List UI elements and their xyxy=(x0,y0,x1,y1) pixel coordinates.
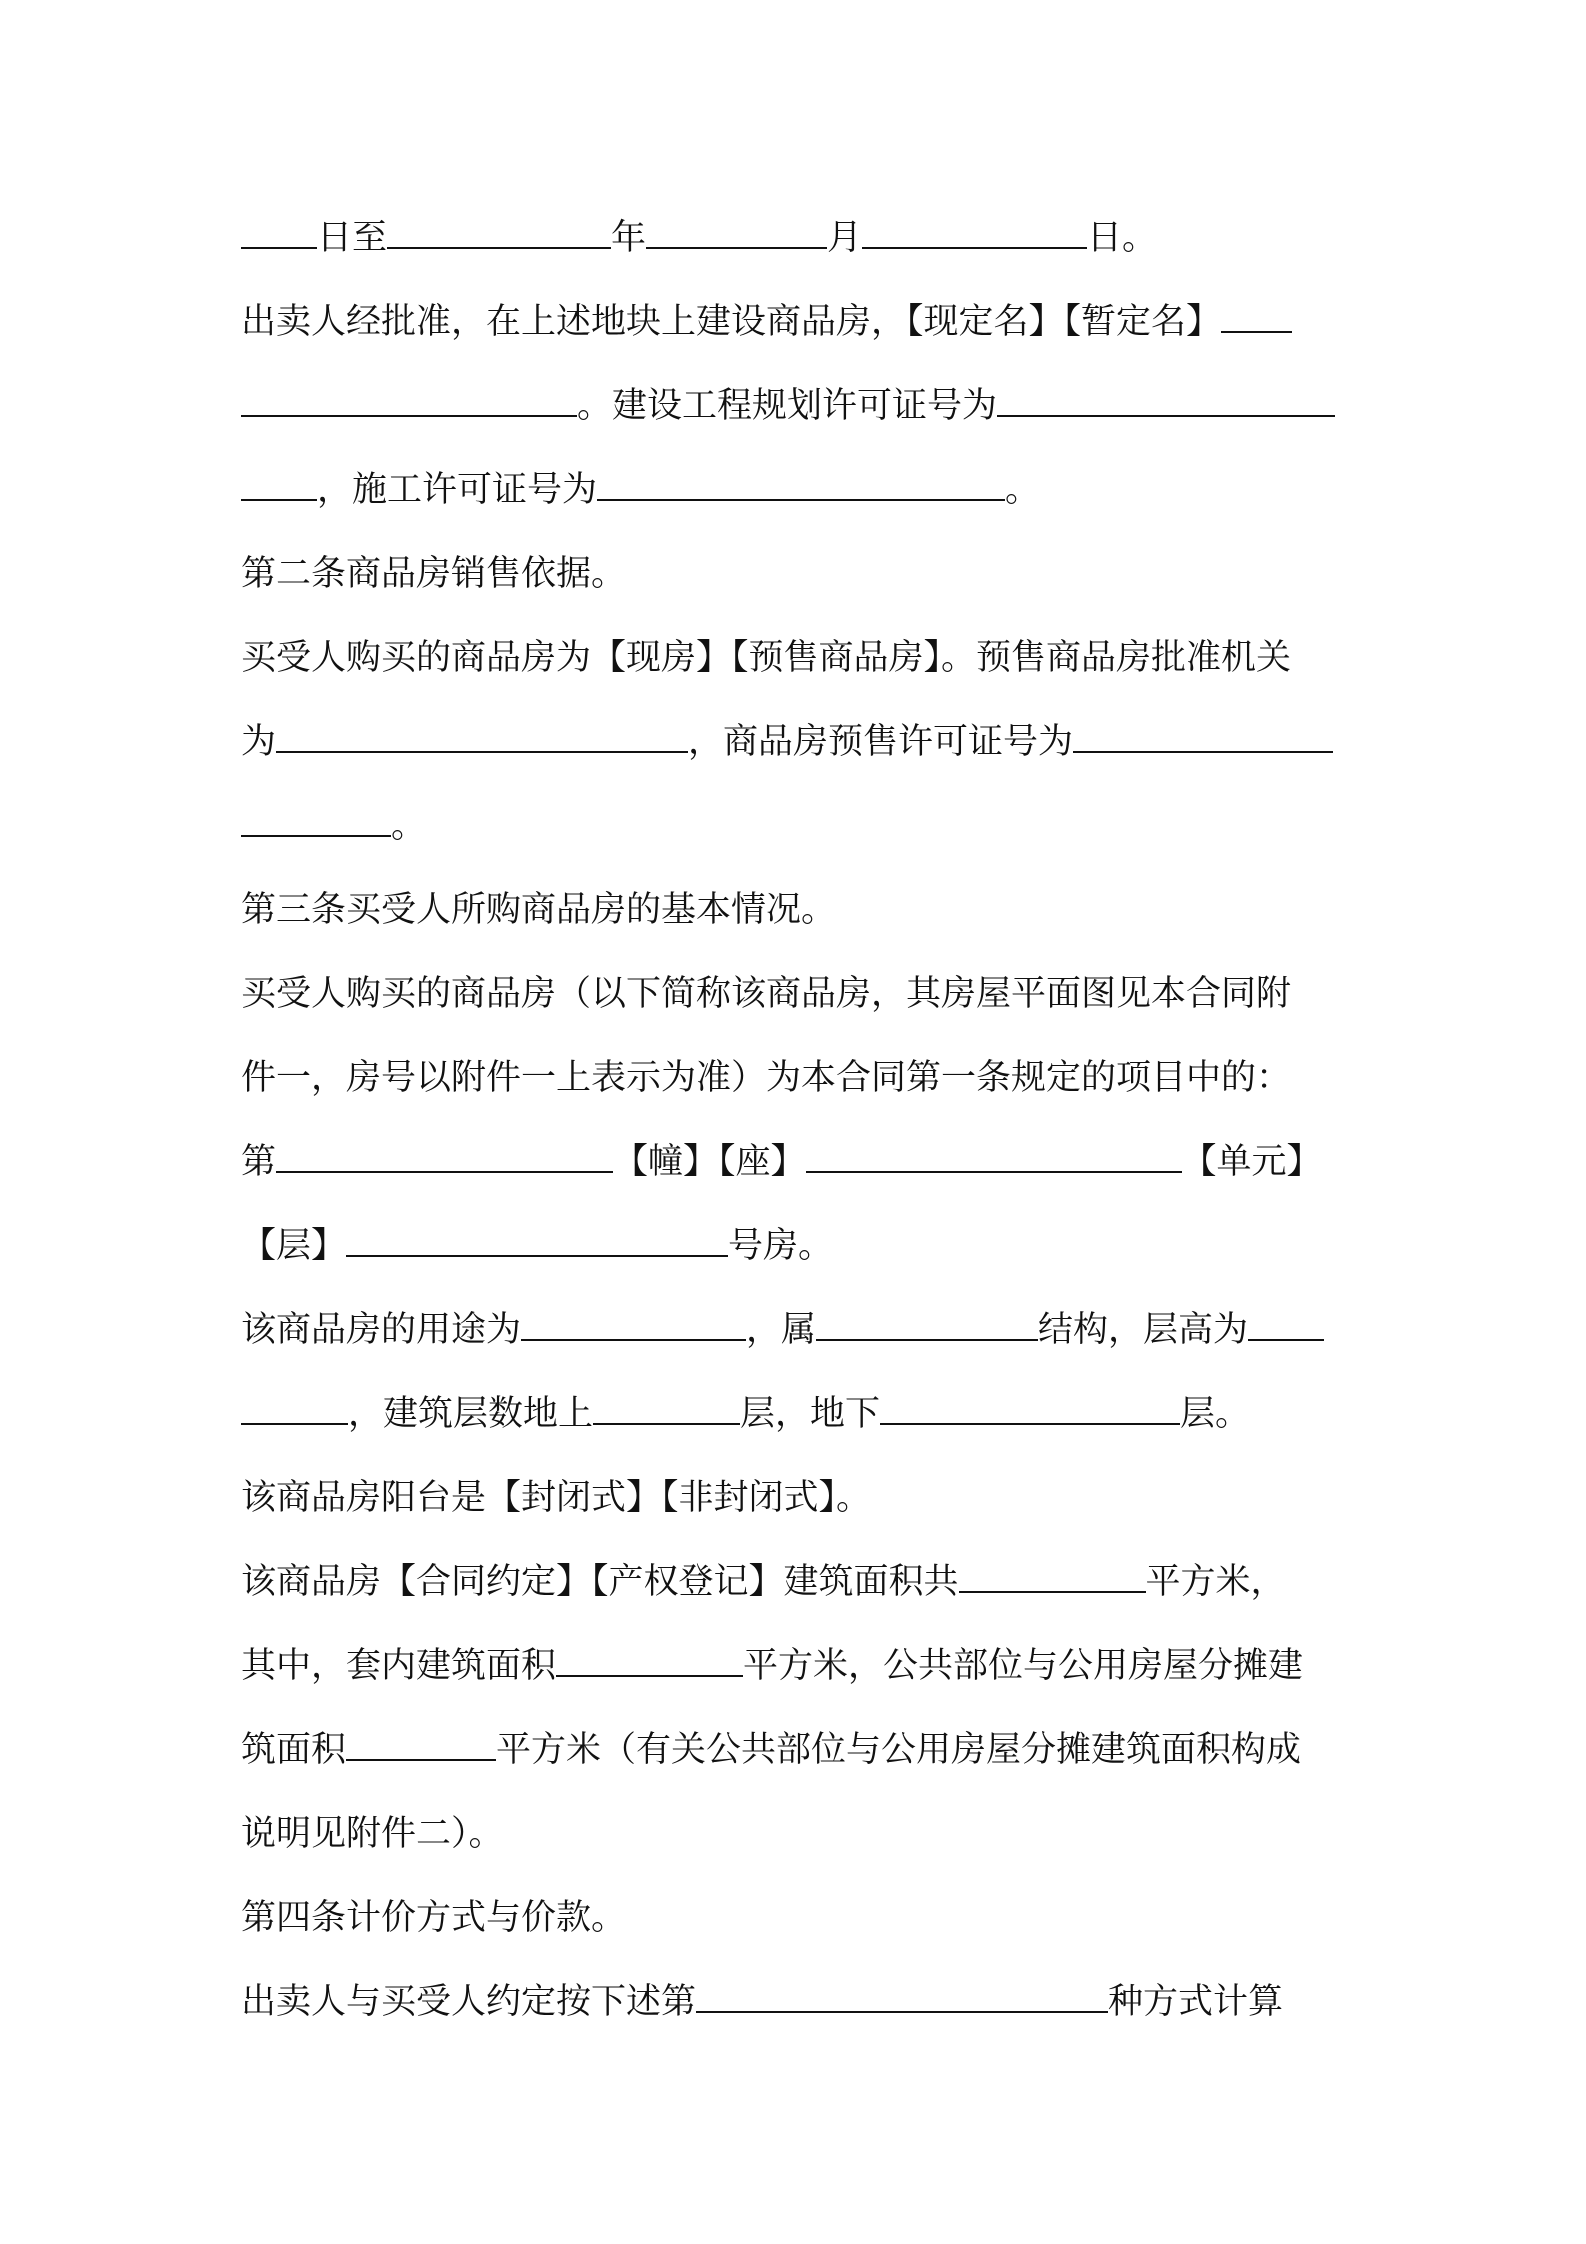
text-line xyxy=(241,1792,1361,1876)
line-text: 日至 xyxy=(317,218,388,258)
fill-blank xyxy=(593,1395,740,1425)
line-text: 。建设工程规划许可证号为 xyxy=(577,386,998,426)
line-text: 日。 xyxy=(1087,218,1158,258)
fill-blank xyxy=(241,471,317,501)
line-text: 【单元】 xyxy=(1181,1142,1322,1182)
text-line xyxy=(241,1624,1361,1708)
fill-blank xyxy=(346,1227,728,1257)
fill-blank xyxy=(597,471,1005,501)
line-text: 说明见附件二）。 xyxy=(241,1814,504,1854)
fill-blank xyxy=(1073,723,1333,753)
text-line xyxy=(241,784,1361,868)
text-line xyxy=(241,448,1361,532)
line-text: 该商品房的用途为 xyxy=(241,1310,522,1350)
line-text: 种方式计算 xyxy=(1108,1982,1284,2022)
fill-blank xyxy=(521,1311,746,1341)
line-text: 为 xyxy=(241,722,277,762)
fill-blank xyxy=(816,1311,1038,1341)
fill-blank xyxy=(241,1395,348,1425)
line-text: 层，地下 xyxy=(740,1394,881,1434)
line-text: 层。 xyxy=(1180,1394,1251,1434)
line-text: 买受人购买的商品房（以下简称该商品房，其房屋平面图见本合同附 xyxy=(241,974,1292,1014)
text-line xyxy=(241,196,1361,280)
line-text: 第三条买受人所购商品房的基本情况。 xyxy=(241,890,837,930)
text-line xyxy=(241,280,1361,364)
fill-blank xyxy=(959,1563,1146,1593)
text-line xyxy=(241,700,1361,784)
line-text: 平方米，公共部位与公用房屋分摊建 xyxy=(743,1646,1304,1686)
contract-text xyxy=(241,196,1361,2044)
text-line xyxy=(241,1540,1361,1624)
line-text: 筑面积 xyxy=(241,1730,347,1770)
fill-blank xyxy=(806,1143,1182,1173)
line-text: 年 xyxy=(611,218,647,258)
fill-blank xyxy=(241,219,317,249)
fill-blank xyxy=(276,723,688,753)
fill-blank xyxy=(646,219,827,249)
text-line xyxy=(241,1120,1361,1204)
fill-blank xyxy=(1248,1311,1324,1341)
text-line xyxy=(241,952,1361,1036)
fill-blank xyxy=(556,1647,743,1677)
line-text: 。 xyxy=(1005,470,1041,510)
fill-blank xyxy=(696,1983,1108,2013)
text-line xyxy=(241,1036,1361,1120)
fill-blank xyxy=(862,219,1087,249)
text-line xyxy=(241,1372,1361,1456)
line-text: 号房。 xyxy=(728,1226,834,1266)
line-text: 。 xyxy=(391,806,427,846)
fill-blank xyxy=(880,1395,1180,1425)
line-text: ，商品房预售许可证号为 xyxy=(688,722,1074,762)
fill-blank xyxy=(241,807,391,837)
line-text: 第 xyxy=(241,1142,277,1182)
fill-blank xyxy=(997,387,1335,417)
line-text: 该商品房阳台是【封闭式】【非封闭式】。 xyxy=(241,1478,872,1518)
section-heading xyxy=(241,532,1361,616)
line-text: 【幢】【座】 xyxy=(613,1142,806,1182)
line-text: 件一，房号以附件一上表示为准）为本合同第一条规定的项目中的： xyxy=(241,1058,1292,1098)
fill-blank xyxy=(387,219,611,249)
line-text: 月 xyxy=(827,218,863,258)
fill-blank xyxy=(241,387,577,417)
text-line xyxy=(241,1708,1361,1792)
line-text: ，属 xyxy=(746,1310,817,1350)
section-heading xyxy=(241,868,1361,952)
line-text: 该商品房【合同约定】【产权登记】建筑面积共 xyxy=(241,1562,959,1602)
line-text: 买受人购买的商品房为【现房】【预售商品房】。预售商品房批准机关 xyxy=(241,638,1292,678)
section-heading xyxy=(241,1876,1361,1960)
text-line xyxy=(241,616,1361,700)
text-line xyxy=(241,1456,1361,1540)
fill-blank xyxy=(1221,303,1292,333)
line-text: 平方米（有关公共部位与公用房屋分摊建筑面积构成 xyxy=(496,1730,1302,1770)
line-text: 平方米， xyxy=(1145,1562,1286,1602)
fill-blank xyxy=(346,1731,496,1761)
line-text: ，施工许可证号为 xyxy=(317,470,598,510)
text-line xyxy=(241,1204,1361,1288)
text-line xyxy=(241,1288,1361,1372)
line-text: 出卖人经批准，在上述地块上建设商品房，【现定名】【暂定名】 xyxy=(241,302,1222,342)
line-text: 第二条商品房销售依据。 xyxy=(241,554,627,594)
line-text: 第四条计价方式与价款。 xyxy=(241,1898,627,1938)
line-text: 结构，层高为 xyxy=(1038,1310,1249,1350)
text-line xyxy=(241,1960,1361,2044)
line-text: 【层】 xyxy=(241,1226,347,1266)
text-line xyxy=(241,364,1361,448)
line-text: 出卖人与买受人约定按下述第 xyxy=(241,1982,697,2022)
line-text: 其中，套内建筑面积 xyxy=(241,1646,557,1686)
fill-blank xyxy=(276,1143,613,1173)
line-text: ，建筑层数地上 xyxy=(348,1394,594,1434)
